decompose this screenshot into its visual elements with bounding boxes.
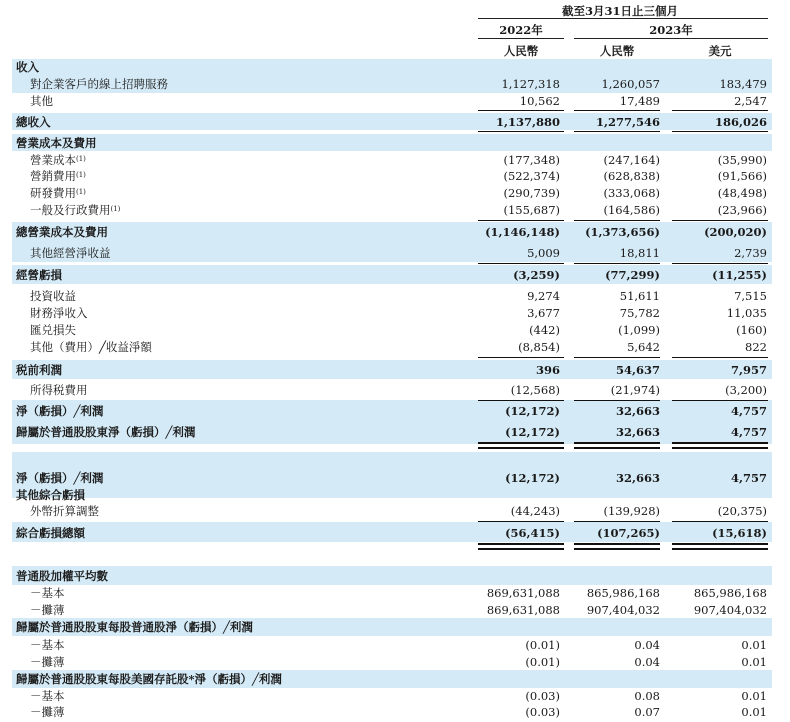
value-2023-rmb: 0.04 — [634, 638, 660, 652]
subtotal-rule — [574, 110, 660, 111]
row-sales-marketing — [0, 168, 790, 184]
subtotal-rule — [478, 110, 564, 111]
year-2023-header: 2023年 — [649, 23, 693, 37]
subtotal-rule — [574, 400, 660, 401]
value-2023-usd: 2,547 — [734, 94, 767, 108]
row-net-loss-profit — [0, 403, 790, 419]
subtotal-rule — [672, 220, 768, 221]
row-label: －攤薄 — [30, 655, 65, 669]
value-2023-rmb: (77,299) — [605, 268, 660, 282]
row-label: －攤薄 — [30, 603, 65, 617]
value-2022-rmb: (12,172) — [505, 425, 560, 439]
value-2023-rmb: 32,663 — [615, 471, 660, 485]
row-label: 財務淨收入 — [30, 306, 88, 320]
total-rule — [478, 131, 564, 132]
value-2022-rmb: 9,274 — [527, 289, 560, 303]
value-2023-rmb: (164,586) — [603, 203, 660, 217]
value-2023-usd: (200,020) — [704, 225, 767, 239]
row-label: 一般及行政費用$^{(1)}$ — [30, 203, 121, 217]
row-eads-basic — [0, 688, 790, 704]
row-finance-income — [0, 305, 790, 321]
value-2023-rmb: (1,373,656) — [585, 225, 660, 239]
double-rule — [672, 543, 768, 550]
value-2022-rmb: (522,374) — [503, 169, 560, 183]
year-2023-rule — [574, 38, 768, 39]
value-2023-rmb: 0.07 — [634, 705, 660, 719]
value-2023-rmb: 51,611 — [619, 289, 660, 303]
value-2023-usd: 4,757 — [730, 425, 767, 439]
value-2023-usd: 186,026 — [714, 115, 767, 129]
value-2023-rmb: 32,663 — [615, 404, 660, 418]
currency-col3-header: 美元 — [708, 44, 732, 58]
currency-col1-header: 人民幣 — [503, 44, 539, 58]
double-rule — [672, 442, 768, 449]
subtotal-rule — [574, 220, 660, 221]
row-label: 歸屬於普通股股東每股普通股淨（虧損）╱利潤 — [16, 620, 253, 634]
row-label: －基本 — [30, 638, 65, 652]
subtotal-rule — [574, 521, 660, 522]
subtotal-rule — [574, 357, 660, 358]
value-2023-rmb: 865,986,168 — [586, 586, 660, 600]
row-eps-basic — [0, 637, 790, 653]
row-label: 總營業成本及費用 — [16, 225, 108, 239]
row-online-recruitment — [0, 76, 790, 92]
value-2023-usd: (35,990) — [717, 153, 767, 167]
value-2022-rmb: 396 — [535, 363, 560, 377]
value-2023-usd: 0.01 — [741, 689, 767, 703]
value-2023-usd: (91,566) — [717, 169, 767, 183]
row-eps-diluted — [0, 654, 790, 670]
value-2023-usd: 4,757 — [730, 404, 767, 418]
subtotal-rule — [672, 400, 768, 401]
row-label: －攤薄 — [30, 705, 65, 719]
row-label: 營銷費用$^{(1)}$ — [30, 169, 86, 183]
value-2022-rmb: (56,415) — [505, 526, 560, 540]
row-oci-heading — [0, 487, 790, 503]
row-operating-loss — [0, 267, 790, 283]
row-label: 營業成本及費用 — [16, 136, 97, 150]
value-2022-rmb: (0.03) — [525, 705, 560, 719]
value-2022-rmb: (0.01) — [525, 638, 560, 652]
row-label: 收入 — [16, 60, 39, 74]
subtotal-rule — [478, 521, 564, 522]
row-label: 淨（虧損）╱利潤 — [16, 404, 104, 418]
double-rule — [478, 543, 564, 550]
row-income-tax — [0, 382, 790, 398]
value-2023-rmb: 54,637 — [615, 363, 660, 377]
value-2023-usd: 7,957 — [730, 363, 767, 377]
value-2023-rmb: (1,099) — [618, 323, 660, 337]
year-2022-header: 2022年 — [499, 23, 543, 37]
subtotal-rule — [672, 521, 768, 522]
value-2023-usd: (23,966) — [717, 203, 767, 217]
row-label: 其他經營淨收益 — [30, 246, 111, 260]
value-2023-rmb: (139,928) — [603, 504, 660, 518]
row-label: 研發費用$^{(1)}$ — [30, 186, 86, 200]
value-2023-rmb: 5,642 — [627, 340, 660, 354]
row-label: －基本 — [30, 586, 65, 600]
value-2023-usd: (48,498) — [717, 186, 767, 200]
value-2023-usd: 0.01 — [741, 705, 767, 719]
double-rule — [574, 442, 660, 449]
double-rule — [574, 543, 660, 550]
row-label: 其他 — [30, 94, 53, 108]
row-general-admin — [0, 202, 790, 218]
value-2023-rmb: (628,838) — [603, 169, 660, 183]
value-2023-rmb: 17,489 — [619, 94, 660, 108]
value-2022-rmb: (177,348) — [503, 153, 560, 167]
value-2023-rmb: 1,277,546 — [595, 115, 660, 129]
value-2023-rmb: 32,663 — [615, 425, 660, 439]
value-2022-rmb: 869,631,088 — [486, 586, 560, 600]
row-label: 對企業客戶的線上招聘服務 — [30, 77, 168, 91]
row-label: 普通股加權平均數 — [16, 569, 108, 583]
row-costs-heading — [0, 135, 790, 151]
value-2023-usd: (160) — [736, 323, 767, 337]
row-label: 匯兑損失 — [30, 323, 76, 337]
value-2022-rmb: (44,243) — [510, 504, 560, 518]
value-2023-rmb: (107,265) — [597, 526, 660, 540]
row-label: 淨（虧損）╱利潤 — [16, 471, 104, 485]
value-2023-usd: 865,986,168 — [693, 586, 767, 600]
value-2023-usd: 0.01 — [741, 655, 767, 669]
row-label: 所得税費用 — [30, 383, 88, 397]
value-2023-rmb: 75,782 — [619, 306, 660, 320]
value-2023-rmb: (333,068) — [603, 186, 660, 200]
row-label: 綜合虧損總額 — [16, 526, 85, 540]
row-total-comprehensive-loss — [0, 525, 790, 541]
row-revenue-heading — [0, 59, 790, 75]
row-cost-of-revenue — [0, 152, 790, 168]
value-2022-rmb: 869,631,088 — [486, 603, 560, 617]
row-label: －基本 — [30, 689, 65, 703]
row-total-costs — [0, 224, 790, 240]
row-fx-translation — [0, 503, 790, 519]
value-2023-usd: (15,618) — [712, 526, 767, 540]
row-label: 其他綜合虧損 — [16, 488, 85, 502]
value-2023-usd: 4,757 — [730, 471, 767, 485]
value-2023-usd: 7,515 — [734, 289, 767, 303]
subtotal-rule — [574, 263, 660, 264]
row-investment-income — [0, 288, 790, 304]
row-shares-basic — [0, 585, 790, 601]
value-2022-rmb: (12,568) — [510, 383, 560, 397]
value-2023-usd: 2,739 — [734, 246, 767, 260]
value-2022-rmb: 1,137,880 — [495, 115, 560, 129]
row-other-net — [0, 339, 790, 355]
value-2022-rmb: (442) — [529, 323, 560, 337]
row-net-loss-profit-2 — [0, 470, 790, 486]
value-2023-rmb: 1,260,057 — [601, 77, 660, 91]
row-label: 外幣折算調整 — [30, 504, 99, 518]
value-2023-usd: 11,035 — [726, 306, 767, 320]
value-2022-rmb: (290,739) — [503, 186, 560, 200]
value-2023-rmb: (21,974) — [610, 383, 660, 397]
subtotal-rule — [672, 357, 768, 358]
value-2023-usd: (11,255) — [712, 268, 767, 282]
row-other-operating-income — [0, 245, 790, 261]
value-2022-rmb: 3,677 — [527, 306, 560, 320]
subtotal-rule — [478, 400, 564, 401]
row-label: 歸屬於普通股股東淨（虧損）╱利潤 — [16, 425, 196, 439]
row-total-revenue — [0, 114, 790, 130]
value-2022-rmb: (155,687) — [503, 203, 560, 217]
value-2023-rmb: 907,404,032 — [586, 603, 660, 617]
value-2023-usd: 183,479 — [719, 77, 767, 91]
row-fx-loss — [0, 322, 790, 338]
value-2022-rmb: (3,259) — [513, 268, 560, 282]
row-label: 總收入 — [16, 115, 51, 129]
value-2022-rmb: (8,854) — [518, 340, 560, 354]
subtotal-rule — [478, 263, 564, 264]
value-2022-rmb: (0.01) — [525, 655, 560, 669]
row-profit-before-tax — [0, 362, 790, 378]
row-research-development — [0, 185, 790, 201]
value-2023-usd: (20,375) — [717, 504, 767, 518]
value-2022-rmb: 5,009 — [527, 246, 560, 260]
double-rule — [478, 442, 564, 449]
row-label: 税前利潤 — [16, 363, 62, 377]
row-shares-diluted — [0, 602, 790, 618]
value-2023-rmb: 0.04 — [634, 655, 660, 669]
subtotal-rule — [478, 357, 564, 358]
subtotal-rule — [672, 263, 768, 264]
year-2022-rule — [478, 38, 564, 39]
value-2023-rmb: 18,811 — [619, 246, 660, 260]
period-header: 截至3月31日止三個月 — [561, 4, 678, 18]
row-other-revenue — [0, 93, 790, 109]
value-2023-rmb: 0.08 — [634, 689, 660, 703]
period-header-rule — [478, 18, 768, 19]
row-weighted-shares-heading — [0, 568, 790, 584]
value-2023-usd: 822 — [745, 340, 767, 354]
row-eads-diluted — [0, 704, 790, 720]
value-2022-rmb: 10,562 — [519, 94, 560, 108]
row-net-attributable — [0, 424, 790, 440]
row-label: 投資收益 — [30, 289, 76, 303]
value-2022-rmb: (12,172) — [505, 404, 560, 418]
value-2023-usd: (3,200) — [725, 383, 767, 397]
currency-col2-header: 人民幣 — [599, 44, 635, 58]
value-2022-rmb: 1,127,318 — [501, 77, 560, 91]
row-eads-heading — [0, 671, 790, 687]
total-rule — [574, 131, 660, 132]
value-2022-rmb: (1,146,148) — [485, 225, 560, 239]
value-2022-rmb: (12,172) — [505, 471, 560, 485]
subtotal-rule — [478, 220, 564, 221]
value-2023-rmb: (247,164) — [603, 153, 660, 167]
value-2023-usd: 0.01 — [741, 638, 767, 652]
row-label: 經營虧損 — [16, 268, 62, 282]
row-label: 營業成本$^{(1)}$ — [30, 153, 86, 167]
total-rule — [672, 131, 768, 132]
row-eps-heading — [0, 619, 790, 635]
row-label: 歸屬於普通股股東每股美國存託股*淨（虧損）╱利潤 — [16, 672, 282, 686]
value-2023-usd: 907,404,032 — [693, 603, 767, 617]
subtotal-rule — [672, 110, 768, 111]
row-label: 其他（費用）╱收益淨額 — [30, 340, 152, 354]
value-2022-rmb: (0.03) — [525, 689, 560, 703]
